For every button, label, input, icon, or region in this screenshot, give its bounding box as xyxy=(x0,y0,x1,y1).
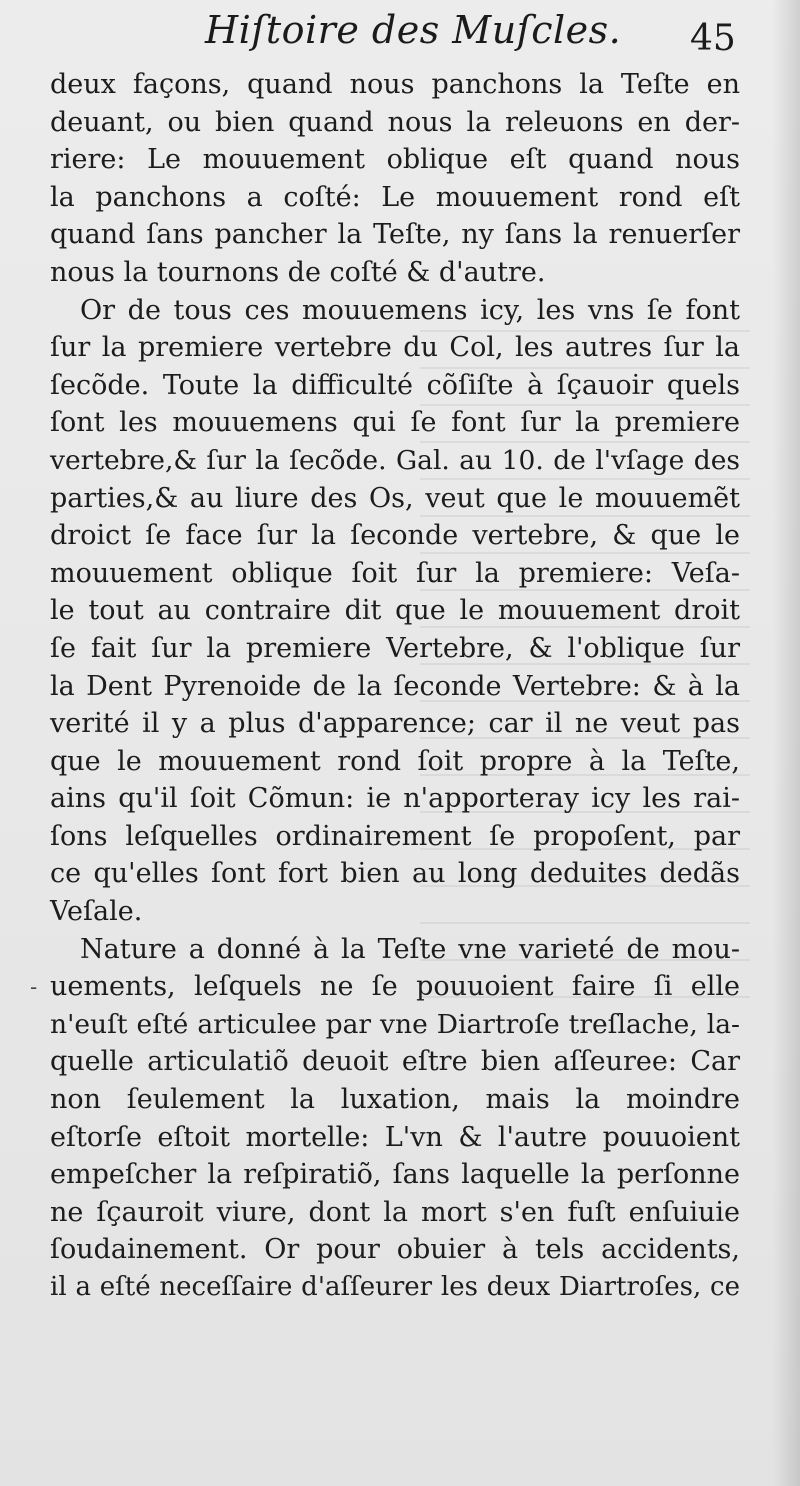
text-line: ſur la premiere vertebre du Col, les autres ſur la xyxy=(50,332,740,364)
text-line: parties,& au liure des Os, veut que le mouuemẽt xyxy=(50,482,740,514)
text-line: le tout au contraire dit que le mouuement droit xyxy=(50,595,740,627)
text-line: nous la tournons de coſté & d'autre. xyxy=(50,256,546,288)
text-line: quand ſans pancher la Teſte, ny ſans la renuerſer xyxy=(50,219,740,251)
text-line: non ſeulement la luxation, mais la moindre xyxy=(50,1084,740,1116)
text-line: uements, leſquels ne ſe pouuoient faire ſi elle xyxy=(50,971,740,1003)
text-line: droict ſe face ſur la ſeconde vertebre, & que le xyxy=(50,520,740,552)
text-line: il a eſté neceſſaire d'aſſeurer les deux Diartroſes, ce xyxy=(50,1272,740,1302)
text-line: la panchons a coſté: Le mouuement rond eſt xyxy=(50,181,740,213)
running-head xyxy=(0,4,800,60)
text-line: ains qu'il ſoit Cõmun: ie n'apporteray icy les rai- xyxy=(50,783,740,815)
text-line: verité il y a plus d'apparence; car il ne veut pas xyxy=(50,708,740,740)
text-line: ſont les mouuemens qui ſe font ſur la premiere xyxy=(50,407,740,439)
text-line: vertebre,& ſur la ſecõde. Gal. au 10. de l'vſage des xyxy=(50,444,740,476)
paragraph-start-line: Nature a donné à la Teſte vne varieté de mou- xyxy=(80,933,740,965)
margin-mark: - xyxy=(30,975,38,999)
text-line: ſoudainement. Or pour obuier à tels accidents, xyxy=(50,1234,740,1266)
text-line: Veſale. xyxy=(50,896,143,928)
text-line: ſecõde. Toute la difficulté cõſiſte à ſçauoir quels xyxy=(50,369,740,401)
body-text xyxy=(50,66,740,1307)
text-line: deuant, ou bien quand nous la releuons en der- xyxy=(50,106,740,138)
text-line: empeſcher la reſpiratiõ, ſans laquelle la perſonne xyxy=(50,1159,740,1191)
text-line: eſtorſe eſtoit mortelle: L'vn & l'autre pouuoient xyxy=(50,1121,740,1153)
text-line: mouuement oblique ſoit ſur la premiere: Veſa- xyxy=(50,557,740,589)
text-line: la Dent Pyrenoide de la ſeconde Vertebre: & à la xyxy=(50,670,740,702)
text-line: ne ſçauroit viure, dont la mort s'en fuſt enſuiuie xyxy=(50,1196,740,1228)
page-number: 45 xyxy=(690,18,736,59)
text-line: quelle articulatiõ deuoit eſtre bien aſſeuree: Car xyxy=(50,1046,740,1078)
paragraph-start-line: Or de tous ces mouuemens icy, les vns ſe font xyxy=(80,294,740,326)
text-line: ſons leſquelles ordinairement ſe propoſent, par xyxy=(50,820,740,852)
running-title: Hiſtoire des Muſcles. xyxy=(205,8,622,52)
text-line: ſe fait ſur la premiere Vertebre, & l'oblique ſur xyxy=(50,632,740,664)
text-line: que le mouuement rond ſoit propre à la Teſte, xyxy=(50,745,740,777)
text-line: deux façons, quand nous panchons la Teſte en xyxy=(50,69,740,100)
text-line: riere: Le mouuement oblique eſt quand nous xyxy=(50,144,740,176)
text-line: ce qu'elles ſont fort bien au long deduites dedãs xyxy=(50,858,740,890)
text-line: n'euſt eſté articulee par vne Diartroſe treſlache, la- xyxy=(50,1008,740,1040)
